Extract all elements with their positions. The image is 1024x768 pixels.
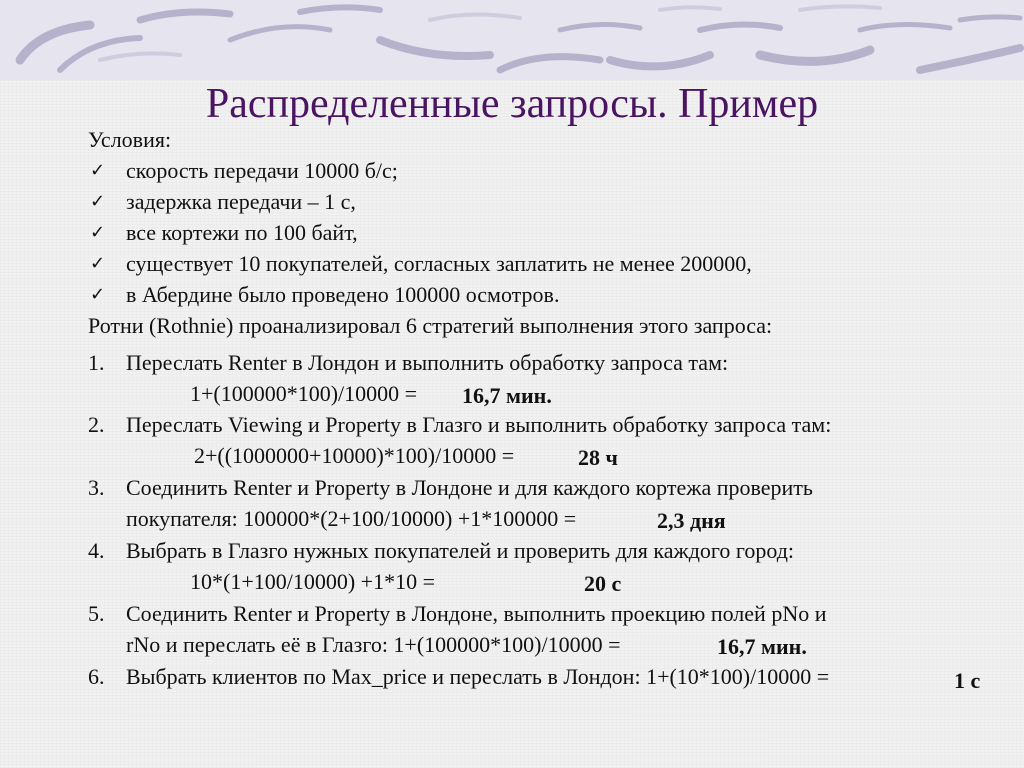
- strategy-text: Выбрать в Глазго нужных покупателей и проверить для каждого город:: [126, 538, 795, 563]
- strategy-number: 3.: [88, 475, 105, 500]
- strategy-number: 6.: [88, 664, 105, 689]
- strategy-text: Соединить Renter и Property в Лондоне и для каждого кортежа проверить: [126, 475, 813, 500]
- checkmark-icon: ✓: [90, 284, 106, 305]
- strategy-number: 2.: [88, 412, 105, 437]
- wave-decoration: [0, 0, 1024, 80]
- condition-item: задержка передачи – 1 с,: [126, 189, 356, 214]
- strategies-intro: Ротни (Rothnie) проанализировал 6 стратегий выполнения этого запроса:: [88, 313, 773, 338]
- condition-item: все кортежи по 100 байт,: [126, 220, 358, 245]
- strategy-result: 28 ч: [578, 445, 618, 470]
- strategy-formula: 2+((1000000+10000)*100)/10000 =: [194, 443, 515, 468]
- strategy-result: 2,3 дня: [657, 508, 726, 533]
- condition-item: существует 10 покупателей, согласных заплатить не менее 200000,: [126, 251, 752, 276]
- strategy-result: 16,7 мин.: [462, 383, 552, 408]
- checkmark-icon: ✓: [90, 253, 106, 274]
- strategy-text: Переслать Viewing и Property в Глазго и выполнить обработку запроса там:: [126, 412, 832, 437]
- strategy-formula: 1+(100000*100)/10000 =: [190, 381, 418, 406]
- strategy-formula: Выбрать клиентов по Max_price и переслать в Лондон: 1+(10*100)/10000 =: [126, 664, 830, 689]
- strategy-result: 1 с: [954, 668, 981, 693]
- decorative-banner: [0, 0, 1024, 80]
- strategy-text: Соединить Renter и Property в Лондоне, выполнить проекцию полей pNo и: [126, 601, 827, 626]
- checkmark-icon: ✓: [90, 222, 106, 243]
- condition-item: в Абердине было проведено 100000 осмотров.: [126, 282, 560, 307]
- strategy-result: 16,7 мин.: [717, 634, 807, 659]
- strategy-formula: покупателя: 100000*(2+100/10000) +1*100000 =: [126, 506, 577, 531]
- strategy-number: 5.: [88, 601, 105, 626]
- checkmark-icon: ✓: [90, 160, 106, 181]
- condition-item: скорость передачи 10000 б/с;: [126, 158, 398, 183]
- strategy-text: Переслать Renter в Лондон и выполнить обработку запроса там:: [126, 350, 729, 375]
- strategy-number: 4.: [88, 538, 105, 563]
- slide-title: Распределенные запросы. Пример: [205, 81, 819, 127]
- checkmark-icon: ✓: [90, 191, 106, 212]
- strategy-result: 20 с: [584, 571, 622, 596]
- strategy-formula: rNo и переслать её в Глазго: 1+(100000*100)/10000 =: [126, 632, 621, 657]
- conditions-heading: Условия:: [88, 127, 172, 152]
- strategy-number: 1.: [88, 350, 105, 375]
- strategy-formula: 10*(1+100/10000) +1*10 =: [190, 569, 435, 594]
